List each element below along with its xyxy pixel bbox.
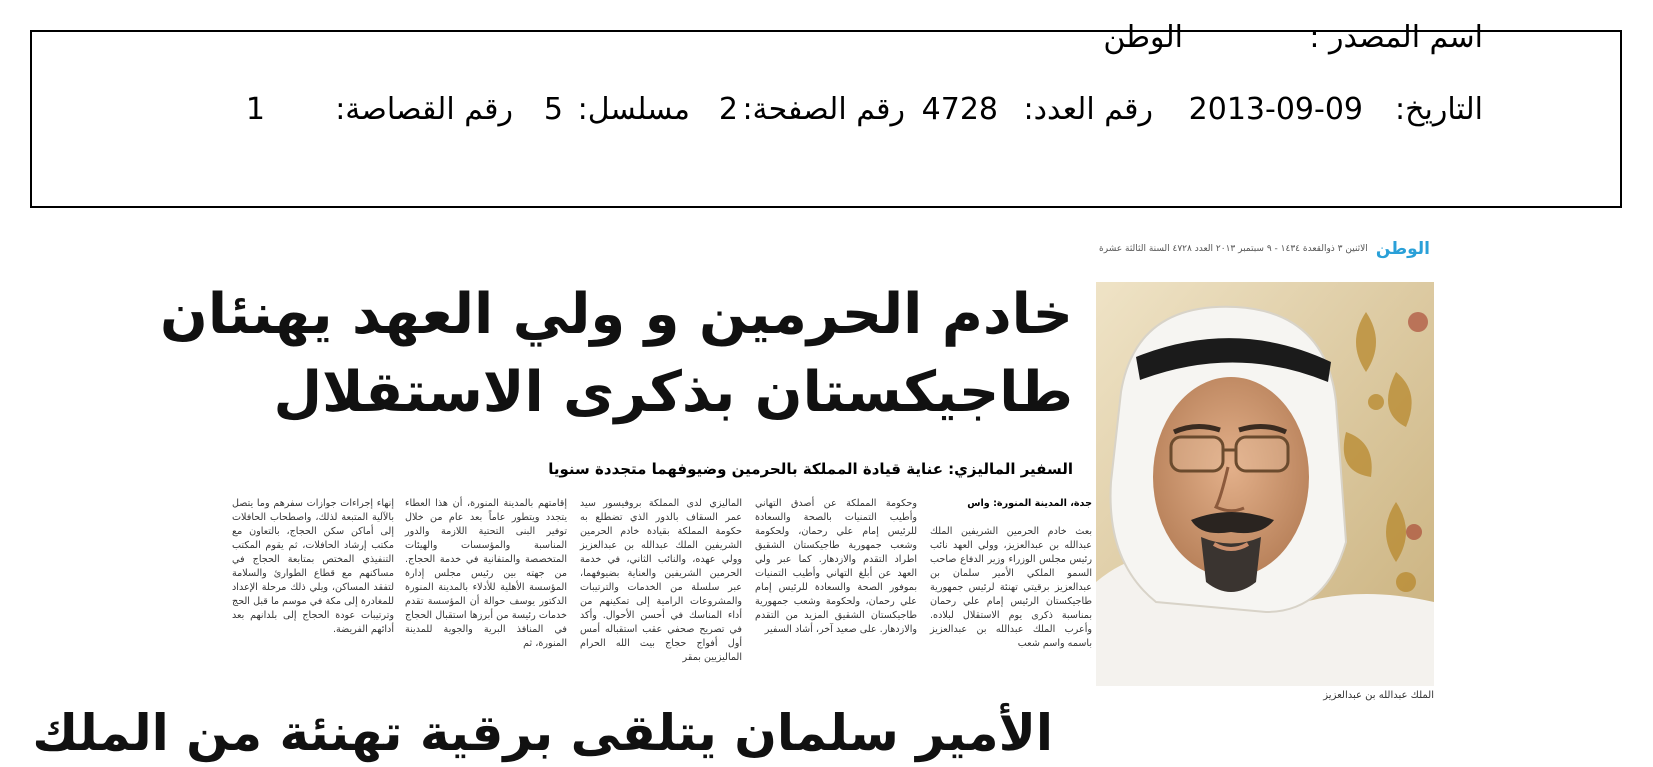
next-article-headline	[32, 704, 1053, 767]
article-column-5	[232, 497, 394, 702]
clip-value: 1	[245, 92, 265, 127]
date-label: التاريخ:	[1395, 92, 1483, 127]
column-4-text: إقامتهم بالمدينة المنورة، أن هذا العطاء يتجدد ويتطور عاماً بعد عام من خلال توفير البنى التحتية اللازمة والدور المناسبة والمؤسسات والهيئات المتخصصة والمتفانية في خدمة الحجاج. من جهته بين رئيس مجلس إدارة المؤسسة الأهلية للأدلاء بالمدينة المنورة الدكتور يوسف حوالة أن المؤسسة تقدم خدمات رئيسة من أبرزها استقبال الحجاج في المنافذ البرية والجوية للمدينة المنورة، ثم	[405, 498, 567, 649]
issue-value: 4728	[921, 92, 998, 127]
subheadline: السفير الماليزي: عناية قيادة المملكة بالحرمين وضيوفهما متجددة سنويا	[548, 460, 1073, 478]
article-column-3	[580, 497, 742, 702]
article-dateline: جدة، المدينة المنورة: واس	[967, 498, 1092, 509]
portrait-photo	[1096, 282, 1434, 686]
masthead-dateline: الاثنين ٣ ذوالقعدة ١٤٣٤ - ٩ سبتمبر ٢٠١٣ العدد ٤٧٢٨ السنة الثالثة عشرة	[1099, 244, 1368, 254]
serial-value: 5	[543, 92, 563, 127]
column-2-text: وحكومة المملكة عن أصدق التهاني وأطيب التمنيات بالصحة والسعادة للرئيس إمام علي رحمان، ولحكومة وشعب جمهورية طاجيكستان الشقيق اطراد التقدم والازدهار. كما عبر ولي العهد عن أبلغ التهاني وأطيب التمنيات بموفور الصحة والسعادة للرئيس إمام علي رحمان، ولحكومة وشعب جمهورية طاجيكستان الشقيق المزيد من التقدم والازدهار. على صعيد آخر، أشاد السفير	[755, 498, 917, 635]
source-label: اسم المصدر :	[1309, 20, 1483, 55]
photo-caption: الملك عبدالله بن عبدالعزيز	[1323, 690, 1434, 701]
date-value: 2013-09-09	[1188, 92, 1363, 127]
source-value: الوطن	[1103, 20, 1183, 55]
clip-label: رقم القصاصة:	[335, 92, 513, 127]
column-5-text: إنهاء إجراءات جوازات سفرهم وما يتصل بالآلية المتبعة لذلك، واصطحاب الحافلات إلى أماكن سكن الحجاج، بالتعاون مع مكتب إرشاد الحافلات، ثم يقوم المكتب التنفيذي المختص بمتابعة الحجاج في مساكنهم مع قطاع الطوارئ والسلامة لتفقد المساكن، ويلي ذلك مرحلة الإعداد للمغادرة إلى مكة في موسم ما قبل الحج وترتيبات عودة الحجاج إلى بلدانهم بعد أدائهم الفريضة.	[232, 498, 394, 635]
page-value: 2	[718, 92, 738, 127]
issue-label: رقم العدد:	[1023, 92, 1153, 127]
serial-label: مسلسل:	[577, 92, 690, 127]
newspaper-masthead	[1040, 238, 1430, 260]
portrait-illustration	[1096, 282, 1434, 686]
page-label: رقم الصفحة:	[742, 92, 905, 127]
newspaper-logo: الوطن	[1375, 239, 1430, 259]
headline-line-2: طاجيكستان بذكرى الاستقلال	[273, 360, 1073, 425]
headline-line-1: خادم الحرمين و ولي العهد يهنئان	[160, 282, 1073, 347]
article-column-4	[405, 497, 567, 702]
column-3-text: الماليزي لدى المملكة بروفيسور سيد عمر السقاف بالدور الذي تضطلع به حكومة المملكة بقيادة خادم الحرمين الشريفين الملك عبدالله بن عبدالعزيز وولي عهده، والنائب الثاني، في خدمة الحرمين الشريفين والعناية بضيوفهما، عبر سلسلة من الخدمات والترتيبات والمشروعات الرامية إلى تمكينهم من أداء المناسك في أحسن الأحوال. وأكد في تصريح صحفي عقب استقباله أمس أول أفواج حجاج بيت الله الحرام الماليزيين بمقر	[580, 498, 742, 663]
article-column-2	[755, 497, 917, 702]
article-column-1	[930, 497, 1092, 702]
column-1-text: بعث خادم الحرمين الشريفين الملك عبدالله بن عبدالعزيز، وولي العهد نائب رئيس مجلس الوزراء وزير الدفاع صاحب السمو الملكي الأمير سلمان بن عبدالعزيز برقيتي تهنئة لرئيس جمهورية طاجيكستان الرئيس إمام علي رحمان بمناسبة ذكرى يوم الاستقلال لبلاده. وأعرب الملك عبدالله بن عبدالعزيز باسمه واسم شعب	[930, 526, 1092, 649]
next-headline-text: الأمير سلمان يتلقى برقية تهنئة من الملك	[32, 704, 1053, 762]
